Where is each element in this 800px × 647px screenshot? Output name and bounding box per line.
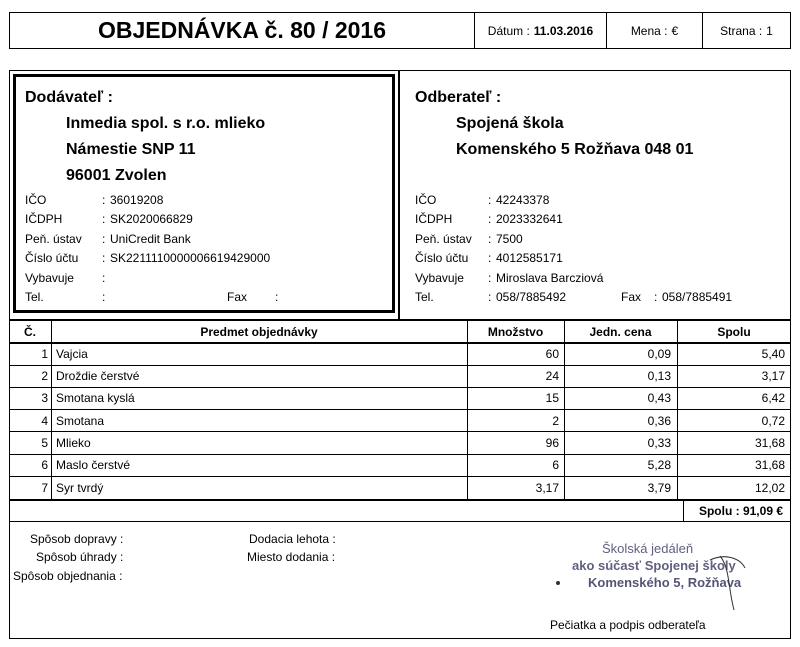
customer-icdph-key: IČDPH — [415, 212, 453, 226]
customer-tel-key: Tel. — [415, 290, 434, 304]
total-rule — [9, 521, 791, 522]
stamp-line-3: Komenského 5, Rožňava — [588, 575, 742, 590]
row-4-number: 4 — [41, 414, 48, 428]
row-7-item: Syr tvrdý — [56, 481, 104, 495]
col-header-total: Spolu — [717, 324, 751, 339]
table-bottom-rule — [9, 499, 791, 501]
customer-bank-key: Peň. ústav — [415, 232, 472, 246]
customer-label: Odberateľ : — [415, 89, 502, 106]
customer-name: Spojená škola — [456, 115, 564, 132]
row-4-total: 0,72 — [761, 414, 785, 428]
customer-bank-colon: : — [488, 232, 492, 246]
customer-handler-key: Vybavuje — [415, 271, 464, 285]
page-value: 1 — [766, 23, 773, 38]
row-2-total: 3,17 — [761, 369, 785, 383]
row-6-number: 6 — [41, 458, 48, 472]
row-5-number: 5 — [41, 436, 48, 450]
supplier-handler-colon: : — [102, 271, 106, 285]
row-2-item: Droždie čerstvé — [56, 369, 140, 383]
row-1-item: Vajcia — [56, 347, 88, 361]
row-2-number: 2 — [41, 369, 48, 383]
supplier-bank-value: UniCredit Bank — [110, 232, 191, 246]
supplier-fax-colon: : — [275, 290, 279, 304]
row-7-total: 12,02 — [754, 481, 785, 495]
currency-value: € — [671, 23, 679, 38]
date-value: 11.03.2016 — [533, 23, 594, 38]
signature-label: Pečiatka a podpis odberateľa — [550, 618, 706, 632]
customer-fax-key: Fax — [621, 290, 642, 304]
row-2-qty: 24 — [545, 369, 559, 383]
customer-fax-colon: : — [654, 290, 658, 304]
supplier-account-key: Číslo účtu — [25, 251, 79, 265]
row-7-price: 3,79 — [647, 481, 671, 495]
customer-bank-value: 7500 — [496, 232, 523, 246]
row-6-price: 5,28 — [647, 458, 671, 472]
document-title: OBJEDNÁVKA č. 80 / 2016 — [9, 12, 475, 49]
customer-ico-key: IČO — [415, 193, 437, 207]
stamp-line-2: ako súčasť Spojenej školy — [572, 558, 736, 573]
party-divider — [398, 70, 400, 319]
row-6-item: Maslo čerstvé — [56, 458, 131, 472]
supplier-ico-colon: : — [102, 193, 106, 207]
row-5-total: 31,68 — [754, 436, 785, 450]
customer-street: Komenského 5 Rožňava 048 01 — [456, 141, 694, 158]
customer-handler-colon: : — [488, 271, 492, 285]
customer-handler-value: Miroslava Barcziová — [496, 271, 604, 285]
transport-label: Spôsob dopravy : — [30, 532, 124, 546]
delivery-place-label: Miesto dodania : — [247, 550, 336, 564]
supplier-tel-colon: : — [102, 290, 106, 304]
supplier-fax-key: Fax — [227, 290, 248, 304]
supplier-ico-key: IČO — [25, 193, 47, 207]
payment-label: Spôsob úhrady : — [36, 550, 124, 564]
customer-icdph-value: 2023332641 — [496, 212, 563, 226]
row-3-total: 6,42 — [761, 391, 785, 405]
table-header-rule — [9, 342, 791, 344]
col-header-quantity: Množstvo — [487, 324, 544, 339]
stamp-line-1: Školská jedáleň — [602, 541, 694, 556]
row-4-qty: 2 — [552, 414, 559, 428]
supplier-name: Inmedia spol. s r.o. mlieko — [66, 115, 266, 132]
row-6-total: 31,68 — [754, 458, 785, 472]
row-1-price: 0,09 — [647, 347, 671, 361]
signature-scribble — [550, 538, 790, 613]
customer-account-key: Číslo účtu — [415, 251, 469, 265]
row-6-qty: 6 — [552, 458, 559, 472]
customer-tel-colon: : — [488, 290, 492, 304]
supplier-icdph-colon: : — [102, 212, 106, 226]
order-method-label: Spôsob objednania : — [13, 569, 123, 583]
customer-tel-value: 058/7885492 — [496, 290, 567, 304]
col-rule — [51, 321, 52, 499]
supplier-ico-value: 36019208 — [110, 193, 164, 207]
col-header-item: Predmet objednávky — [200, 324, 318, 339]
row-rule — [9, 431, 791, 432]
supplier-icdph-value: SK2020066829 — [110, 212, 193, 226]
supplier-bank-key: Peň. ústav — [25, 232, 82, 246]
row-rule — [9, 476, 791, 477]
supplier-account-colon: : — [102, 251, 106, 265]
row-5-price: 0,33 — [647, 436, 671, 450]
row-1-total: 5,40 — [761, 347, 785, 361]
customer-fax-value: 058/7885491 — [662, 290, 733, 304]
row-4-item: Smotana — [56, 414, 105, 428]
row-3-item: Smotana kyslá — [56, 391, 135, 405]
currency-label: Mena : — [630, 23, 668, 38]
row-1-qty: 60 — [545, 347, 559, 361]
supplier-account-value: SK2211110000006619429000 — [110, 251, 271, 265]
supplier-handler-key: Vybavuje — [25, 271, 74, 285]
supplier-tel-key: Tel. — [25, 290, 44, 304]
grand-total: Spolu : 91,09 € — [698, 504, 783, 518]
customer-ico-value: 42243378 — [496, 193, 550, 207]
customer-account-value: 4012585171 — [496, 251, 563, 265]
supplier-label: Dodávateľ : — [25, 89, 113, 106]
date-cell — [475, 12, 607, 49]
row-7-qty: 3,17 — [535, 481, 559, 495]
row-3-qty: 15 — [545, 391, 559, 405]
page-label: Strana : — [720, 23, 763, 38]
customer-account-colon: : — [488, 251, 492, 265]
row-5-item: Mlieko — [56, 436, 91, 450]
customer-ico-colon: : — [488, 193, 492, 207]
row-4-price: 0,36 — [647, 414, 671, 428]
row-3-number: 3 — [41, 391, 48, 405]
supplier-street: Námestie SNP 11 — [66, 141, 196, 158]
customer-icdph-colon: : — [488, 212, 492, 226]
row-5-qty: 96 — [545, 436, 559, 450]
col-header-unit-price: Jedn. cena — [589, 324, 652, 339]
row-7-number: 7 — [41, 481, 48, 495]
page-cell — [703, 12, 791, 49]
row-1-number: 1 — [41, 347, 48, 361]
supplier-city: 96001 Zvolen — [66, 167, 167, 184]
row-3-price: 0,43 — [647, 391, 671, 405]
row-rule — [9, 409, 791, 410]
currency-cell — [607, 12, 703, 49]
delivery-term-label: Dodacia lehota : — [249, 532, 336, 546]
date-label: Dátum : — [487, 23, 530, 38]
supplier-icdph-key: IČDPH — [25, 212, 63, 226]
row-2-price: 0,13 — [647, 369, 671, 383]
col-header-number: Č. — [24, 324, 36, 339]
supplier-bank-colon: : — [102, 232, 106, 246]
